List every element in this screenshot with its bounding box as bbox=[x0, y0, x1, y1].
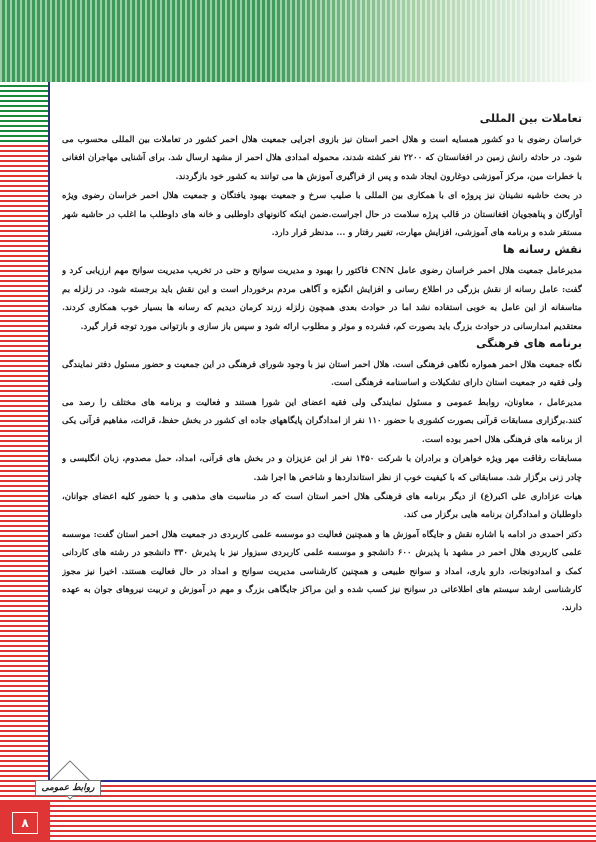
bottom-rule bbox=[50, 780, 596, 782]
paragraph: هیات عزاداری علی اکبر(ع) از دیگر برنامه های فرهنگی هلال احمر استان است که در مناسبت های مذهبی و با حضور کلیه اعضای جوانان، داوطلبان و امدادگران برنامه هایی برگزار می کند. bbox=[62, 491, 582, 521]
left-red-stripes bbox=[0, 82, 48, 782]
paragraph: مسابقات رفاقت مهر ویژه خواهران و برادران با شرکت ۱۴۵۰ نفر از این عزیزان و در بخش های قرآنی، امداد، حمل مصدوم، زبان انگلیسی و چادر زنی برگزار شد. مسابقاتی که با کیفیت خوب از نظر استانداردها و شاخص ها اجرا شد. bbox=[62, 454, 582, 483]
left-green-stripes bbox=[0, 82, 48, 142]
page-number: ۸ bbox=[12, 812, 38, 834]
section-heading: برنامه های فرهنگی bbox=[476, 337, 582, 351]
paragraph: نگاه جمعیت هلال احمر همواره نگاهی فرهنگی است. هلال احمر استان نیز با وجود شورای فرهنگی در این جمعیت و حضور مسئول دفتر نمایندگی ولی فقیه در جمعیت استان دارای تشکیلات و اساسنامه فرهنگی است. bbox=[62, 360, 582, 389]
paragraph: خراسان رضوی با دو کشور همسایه است و هلال احمر استان نیز بازوی اجرایی جمعیت هلال احمر کشور در تعاملات بین المللی محسوب می شود. در حادثه رانش زمین در افغانستان که ۲۲۰۰ نفر کشته شدند، محموله امدادی هلال احمر از مشهد ارسال شد. برای آشنایی مهاجران افغانی با خطرات مین، مرکز آموزشی دوغارون ایجاد شده و پس از فراگیری آموزش ها می توانند به کشور خود بازگردند. bbox=[62, 135, 582, 182]
article-body bbox=[62, 112, 582, 774]
paragraph: در بحث حاشیه نشینان نیز پروژه ای با همکاری بین المللی با صلیب سرخ و جمعیت بهبود یافتگان و جمعیت هلال احمر خراسان رضوی ویژه آوارگان و پناهجویان افغانستان در قالب پرژه سلامت در حال اجراست.ضمن اینکه کانونهای داوطلبی و خانه های داوطلب ما اغلب در حاشیه شهر مستقر شده و برنامه های آموزشی، افزایش مهارت، تغییر رفتار و ... مدنظر قرار دارد. bbox=[62, 191, 582, 239]
left-rule bbox=[48, 82, 50, 782]
section-heading: تعاملات بین المللی bbox=[479, 112, 582, 125]
top-green-stripes bbox=[0, 0, 596, 82]
section-badge bbox=[34, 776, 102, 800]
paragraph: مدیرعامل ، معاونان، روابط عمومی و مسئول نمایندگی ولی فقیه اعضای این شورا هستند و فعالیت و برنامه های مختلف را رصد می کنند.برگزاری مسابقات قرآنی بصورت کشوری با حضور ۱۱۰ نفر از امدادگران پایگاههای جاده ای کشور در بخش حفظ، قرائت، مفاهیم قرآنی یکی از برنامه های فرهنگی هلال احمر بوده است. bbox=[62, 397, 582, 445]
paragraph: دکتر احمدی در ادامه با اشاره نقش و جایگاه آموزش ها و همچنین فعالیت دو موسسه علمی کاربردی در جمعیت هلال احمر استان گفت: موسسه علمی کاربردی هلال احمر در مشهد با پذیرش ۶۰۰ دانشجو و موسسه علمی کاربردی سبزوار نیز با پذیرش ۳۳۰ دانشجو در رشته های کاردانی کمک و امدادونجات، دارو یاری، امداد و سوانح طبیعی و همچنین کارشناسی مدیریت سوانح و امداد در حال فعالیت هستند. اخیرا نیز مجوز کارشناسی ارشد سیستم های اطلاعاتی در سوانح نیز کسب شده و این مراکز جایگاهی بزرگ و مهم در آموزش و تربیت نیروهای جوان به عهده دارند. bbox=[62, 529, 582, 614]
section-heading: نقش رسانه ها bbox=[502, 243, 582, 257]
section-label: روابط عمومی bbox=[35, 780, 102, 796]
paragraph: مدیرعامل جمعیت هلال احمر خراسان رضوی عامل CNN فاکتور را بهبود و مدیریت سوانح و حتی در تخریب مدیریت سوانح مهم ارزیابی کرد و گفت: عامل رسانه از نقش بزرگی در اطلاع رسانی و افزایش انگیزه و آگاهی مردم برخوردار است و این نقش باید برجسته شود. در زلزله بم متاسفانه از این عامل به خوبی استفاده نشد اما در حوادث بعدی همچون زلزله زرند کرمان دیدیم که رسانه ها بسیار خوب همکاری کردند. معتقدیم امدارسانی در حوادث بزرگ باید بصورت کم، فشرده و موثر و مطلوب ارائه شود و سپس باز سازی و بازتوانی مورد توجه قرار گیرد. bbox=[62, 266, 582, 332]
